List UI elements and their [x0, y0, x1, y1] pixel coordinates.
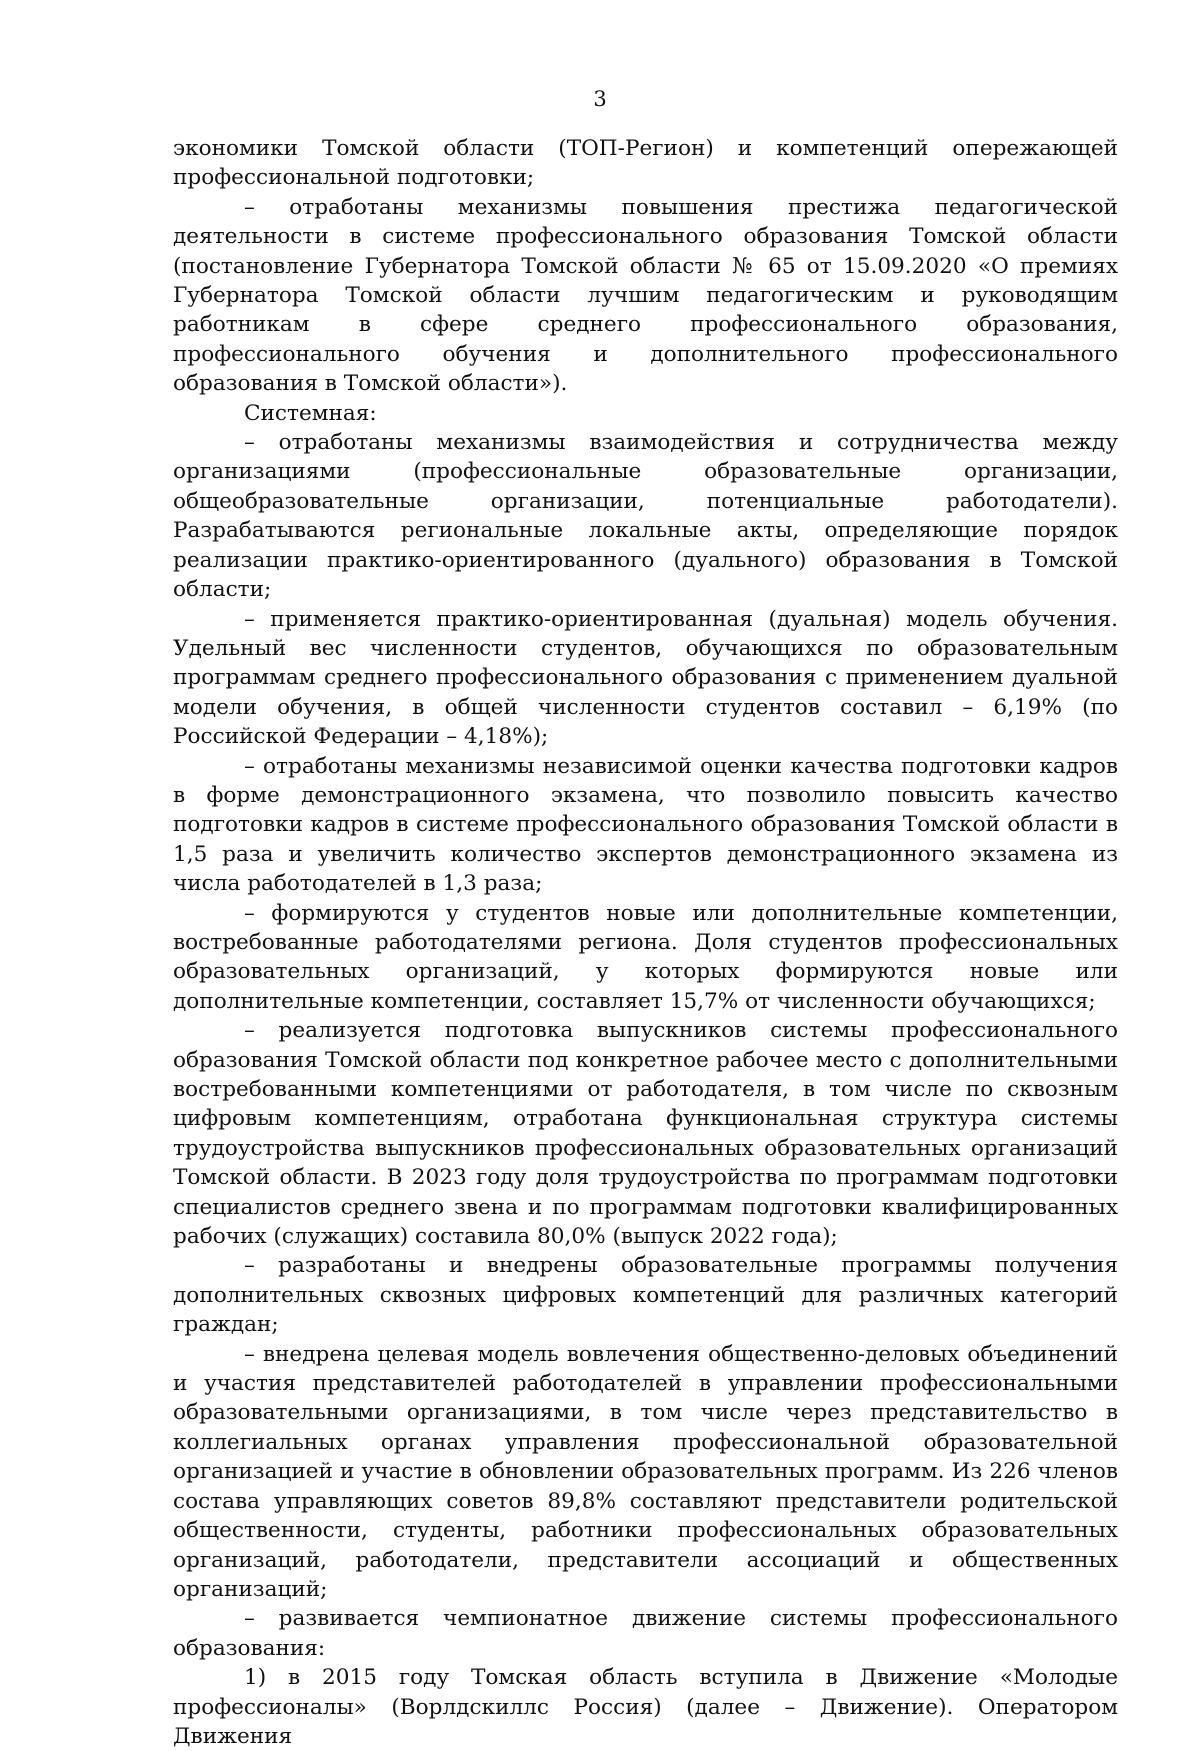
paragraph-continuation: экономики Томской области (ТОП-Регион) и компетенций опережающей профессиональной подготовки;: [173, 136, 1118, 191]
paragraph-graduate-training: – реализуется подготовка выпускников системы профессионального образования Томской области под конкретное рабочее место с дополнительными востребованными компетенциями от работодателя, в том числе по сквозным цифровым компетенциям, отработана функциональная структура системы трудоустройства выпускников профессиональных образовательных организаций Томской области. В 2023 году доля трудоустройства по программам подготовки специалистов среднего звена и по программам подготовки квалифицированных рабочих (служащих) составила 80,0% (выпуск 2022 года);: [173, 1018, 1118, 1250]
paragraph-prestige-mechanisms: – отработаны механизмы повышения престижа педагогической деятельности в системе профессионального образования Томской области (постановление Губернатора Томской области № 65 от 15.09.2020 «О премиях Губернатора Томской области лучшим педагогическим и руководящим работникам в сфере среднего профессионального образования, профессионального обучения и дополнительного профессионального образования в Томской области»).: [173, 194, 1118, 397]
paragraph-cooperation-mechanisms: – отработаны механизмы взаимодействия и сотрудничества между организациями (профессиональные образовательные организации, общеобразовательные организации, потенциальные работодатели). Разрабатываются региональные локальные акты, определяющие порядок реализации практико-ориентированного (дуального) образования в Томской области;: [173, 430, 1118, 603]
paragraph-independent-assessment: – отработаны механизмы независимой оценки качества подготовки кадров в форме демонстрационного экзамена, что позволило повысить качество подготовки кадров в системе профессионального образования Томской области в 1,5 раза и увеличить количество экспертов демонстрационного экзамена из числа работодателей в 1,3 раза;: [173, 753, 1118, 897]
section-heading-systemic: Системная:: [244, 400, 377, 426]
page-number: 3: [593, 87, 607, 111]
paragraph-digital-competencies: – разработаны и внедрены образовательные программы получения дополнительных сквозных цифровых компетенций для различных категорий граждан;: [173, 1253, 1118, 1338]
paragraph-championship-movement: – развивается чемпионатное движение системы профессионального образования:: [173, 1606, 1118, 1661]
paragraph-target-model: – внедрена целевая модель вовлечения общественно-деловых объединений и участия представителей работодателей в управлении профессиональными образовательными организациями, в том числе через представительство в коллегиальных органах управления профессиональной образовательной организацией и участие в обновлении образовательных программ. Из 226 членов состава управляющих советов 89,8% составляют представители родительской общественности, студенты, работники профессиональных образовательных организаций, работодатели, представители ассоциаций и общественных организаций;: [173, 1341, 1118, 1602]
paragraph-dual-model: – применяется практико-ориентированная (дуальная) модель обучения. Удельный вес численности студентов, обучающихся по образовательным программам среднего профессионального образования с применением дуальной модели обучения, в общей численности студентов составил – 6,19% (по Российской Федерации – 4,18%);: [173, 606, 1118, 750]
list-item-1: 1) в 2015 году Томская область вступила в Движение «Молодые профессионалы» (Ворлдскиллс Россия) (далее – Движение). Оператором Движения: [173, 1665, 1118, 1749]
document-body: [173, 134, 1118, 1751]
paragraph-new-competencies: – формируются у студентов новые или дополнительные компетенции, востребованные работодателями региона. Доля студентов профессиональных образовательных организаций, у которых формируются новые или дополнительные компетенции, составляет 15,7% от численности обучающихся;: [173, 900, 1118, 1014]
